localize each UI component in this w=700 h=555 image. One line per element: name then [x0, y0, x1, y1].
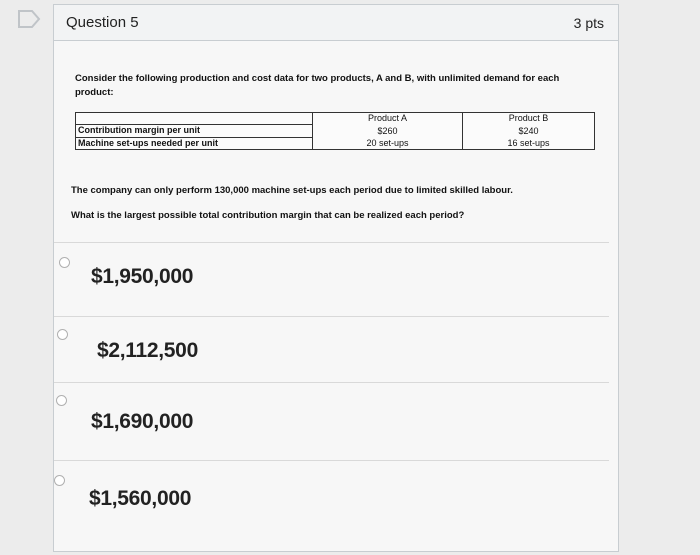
- answer-label: $2,112,500: [97, 339, 198, 362]
- cell-value: 16 set-ups: [463, 137, 595, 150]
- cell-value: $240: [463, 125, 595, 138]
- question-title: Question 5: [66, 14, 139, 31]
- flag-question-icon[interactable]: [16, 8, 42, 30]
- header-product-a: Product A: [313, 113, 463, 125]
- answer-label: $1,690,000: [91, 410, 194, 433]
- table-row: [76, 125, 595, 138]
- question-card: [53, 4, 619, 552]
- answer-option[interactable]: [54, 245, 609, 305]
- cell-value: $260: [313, 125, 463, 138]
- answer-label: $1,560,000: [89, 487, 192, 510]
- row-label: Machine set-ups needed per unit: [76, 137, 313, 150]
- production-cost-table: [75, 112, 595, 150]
- divider: [54, 460, 609, 461]
- radio-button-icon[interactable]: [59, 257, 70, 268]
- table-header-row: [76, 113, 595, 125]
- answer-option[interactable]: [54, 463, 609, 523]
- question-points: 3 pts: [573, 15, 604, 31]
- cell-value: 20 set-ups: [313, 137, 463, 150]
- divider: [54, 382, 609, 383]
- divider: [54, 316, 609, 317]
- radio-button-icon[interactable]: [56, 395, 67, 406]
- header-product-b: Product B: [463, 113, 595, 125]
- row-label: Contribution margin per unit: [76, 125, 313, 138]
- question-intro: Consider the following production and cost data for two products, A and B, with unlimited demand for each product:: [75, 73, 560, 98]
- question-header: [54, 5, 618, 41]
- radio-button-icon[interactable]: [54, 475, 65, 486]
- answer-option[interactable]: [54, 319, 609, 379]
- answer-option[interactable]: [54, 385, 609, 445]
- question-prompt: What is the largest possible total contribution margin that can be realized each period?: [71, 210, 465, 221]
- radio-button-icon[interactable]: [57, 329, 68, 340]
- answer-label: $1,950,000: [91, 265, 194, 288]
- divider: [54, 242, 609, 243]
- table-row: [76, 137, 595, 150]
- question-statement: The company can only perform 130,000 machine set-ups each period due to limited skilled labour.: [71, 185, 513, 196]
